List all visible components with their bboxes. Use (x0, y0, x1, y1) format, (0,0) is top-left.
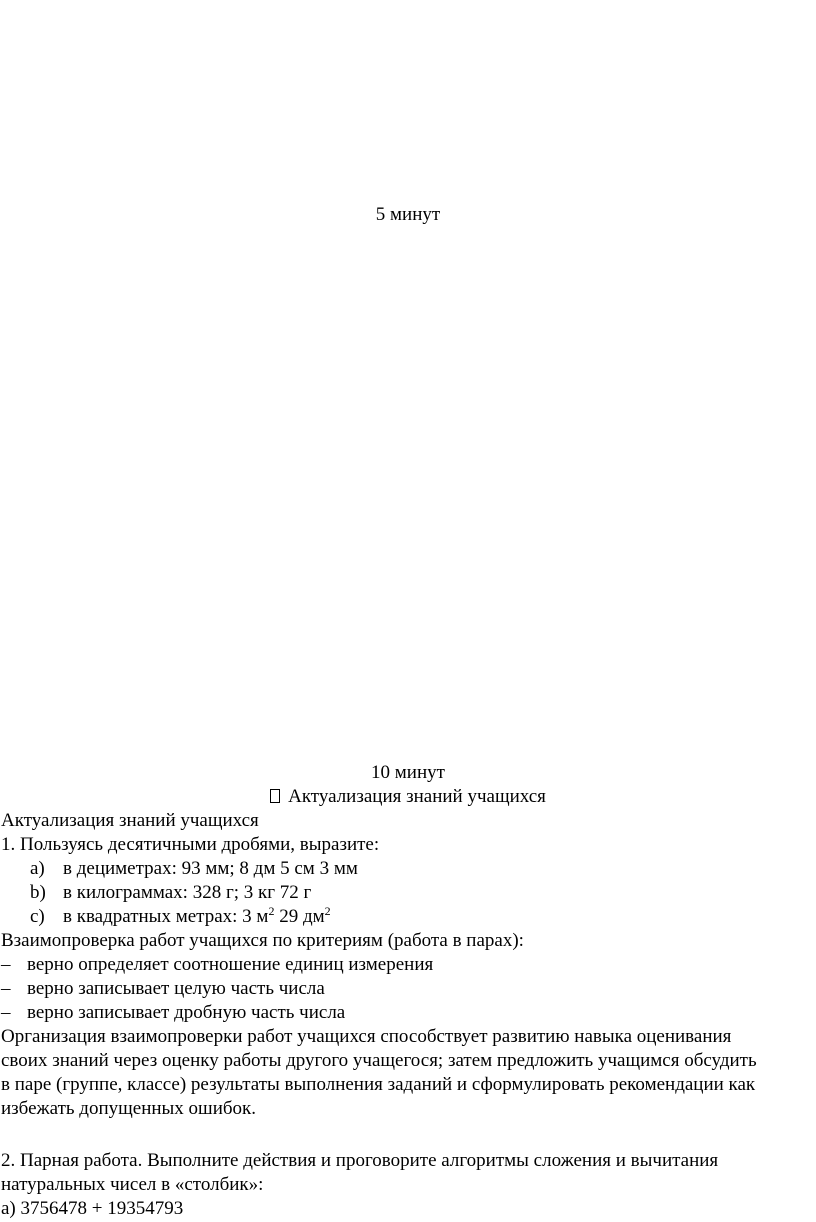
task1-item-c (30, 905, 331, 929)
time-label-10-min: 10 минут (371, 762, 445, 783)
list-label: b) (30, 882, 46, 903)
paragraph-line: избежать допущенных ошибок. (1, 1098, 257, 1119)
task1-title: 1. Пользуясь десятичными дробями, выразите: (1, 834, 380, 855)
list-label: c) (30, 906, 45, 927)
criterion-text: верно определяет соотношение единиц измерения (27, 954, 434, 975)
paragraph-line: Организация взаимопроверки работ учащихся способствует развитию навыка оценивания (1, 1026, 732, 1047)
criterion-item (1, 977, 325, 1001)
peer-check-title: Взаимопроверка работ учащихся по критериям (работа в парах): (1, 930, 524, 951)
task1-item-b (30, 881, 311, 905)
task1-item-a (30, 857, 358, 881)
list-item-text: в килограммах: 328 г; 3 кг 72 г (63, 882, 312, 903)
task2-item-a: а) 3756478 + 19354793 (1, 1198, 184, 1219)
criterion-text: верно записывает целую часть числа (27, 978, 325, 999)
superscript: 2 (268, 904, 275, 918)
section-heading (0, 785, 816, 809)
dash-bullet: – (1, 1002, 11, 1023)
missing-glyph-icon (270, 789, 280, 803)
paragraph-line: в паре (группе, классе) результаты выполнения заданий и сформулировать рекомендации как (1, 1074, 756, 1095)
block-title: Актуализация знаний учащихся (1, 810, 259, 831)
time-label-5-min: 5 минут (375, 204, 441, 225)
paragraph-line: своих знаний через оценку работы другого учащегося; затем предложить учащимся обсудить (1, 1050, 757, 1071)
task2-line: натуральных чисел в «столбик»: (1, 1174, 264, 1195)
dash-bullet: – (1, 978, 11, 999)
section-heading-text: Актуализация знаний учащихся (288, 786, 546, 807)
superscript: 2 (324, 904, 331, 918)
list-label: a) (30, 858, 45, 879)
list-item-text: 29 дм (274, 906, 325, 927)
dash-bullet: – (1, 954, 11, 975)
list-item-text: в квадратных метрах: 3 м (63, 906, 269, 927)
criterion-item (1, 1001, 345, 1025)
criterion-text: верно записывает дробную часть числа (27, 1002, 346, 1023)
list-item-text: в дециметрах: 93 мм; 8 дм 5 см 3 мм (63, 858, 358, 879)
criterion-item (1, 953, 433, 977)
task2-line: 2. Парная работа. Выполните действия и проговорите алгоритмы сложения и вычитания (1, 1150, 719, 1171)
